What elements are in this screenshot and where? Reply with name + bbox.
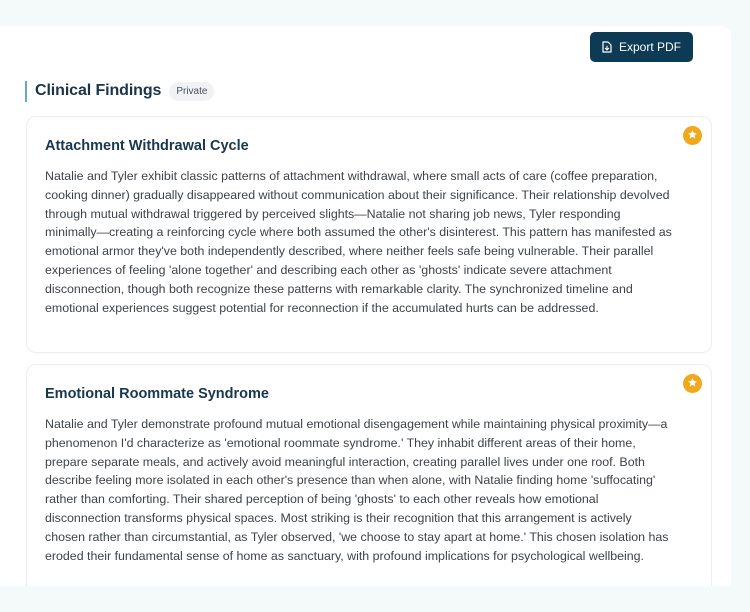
accent-bar (25, 81, 27, 102)
section-title: Clinical Findings (35, 82, 162, 99)
finding-title: Attachment Withdrawal Cycle (45, 138, 249, 154)
finding-title: Emotional Roommate Syndrome (45, 386, 269, 402)
star-toggle-button[interactable] (683, 126, 702, 145)
bottom-background (0, 586, 750, 612)
star-icon (687, 127, 698, 145)
export-pdf-label: Export PDF (618, 40, 681, 54)
export-pdf-button[interactable] (590, 32, 693, 62)
finding-body: Natalie and Tyler exhibit classic patterns of attachment withdrawal, where small acts of care (coffee preparation, cooking dinner) gradually disappeared without communication about their significance. Their relationship devolved through mutual withdrawal triggered by perceived slights—Natalie not sharing job news, Tyler responding minimally—creating a reinforcing cycle where both assumed the other's disinterest. This pattern has manifested as emotional armor they've both independently described, where neither feels safe being vulnerable. Their parallel experiences of feeling 'alone together' and describing each other as 'ghosts' indicate severe attachment disconnection, though both recognize these patterns with remarkable clarity. The synchronized timeline and emotional experiences suggest potential for reconnection if the accumulated hurts can be addressed. (45, 169, 672, 315)
finding-body: Natalie and Tyler demonstrate profound mutual emotional disengagement while maintaining physical proximity—a phenomenon I'd characterize as 'emotional roommate syndrome.' They inhabit different areas of their home, prepare separate meals, and actively avoid meaningful interaction, creating parallel lives under one roof. Both describe feeling more isolated in each other's presence than when alone, with Natalie finding home 'suffocating' rather than comforting. Their shared perception of being 'ghosts' to each other reveals how emotional disconnection transforms physical spaces. Most striking is their recognition that this arrangement is actively chosen rather than circumstantial, as Tyler observed, 'we choose to stay apart at home.' This chosen isolation has eroded their fundamental sense of home as sanctuary, with profound implications for psychological wellbeing. (45, 417, 669, 563)
star-toggle-button[interactable] (683, 374, 702, 393)
section-header (25, 80, 214, 102)
finding-card (26, 116, 712, 353)
file-download-icon (602, 41, 612, 53)
star-icon (687, 375, 698, 393)
finding-card (26, 364, 712, 604)
privacy-badge: Private (169, 82, 214, 101)
